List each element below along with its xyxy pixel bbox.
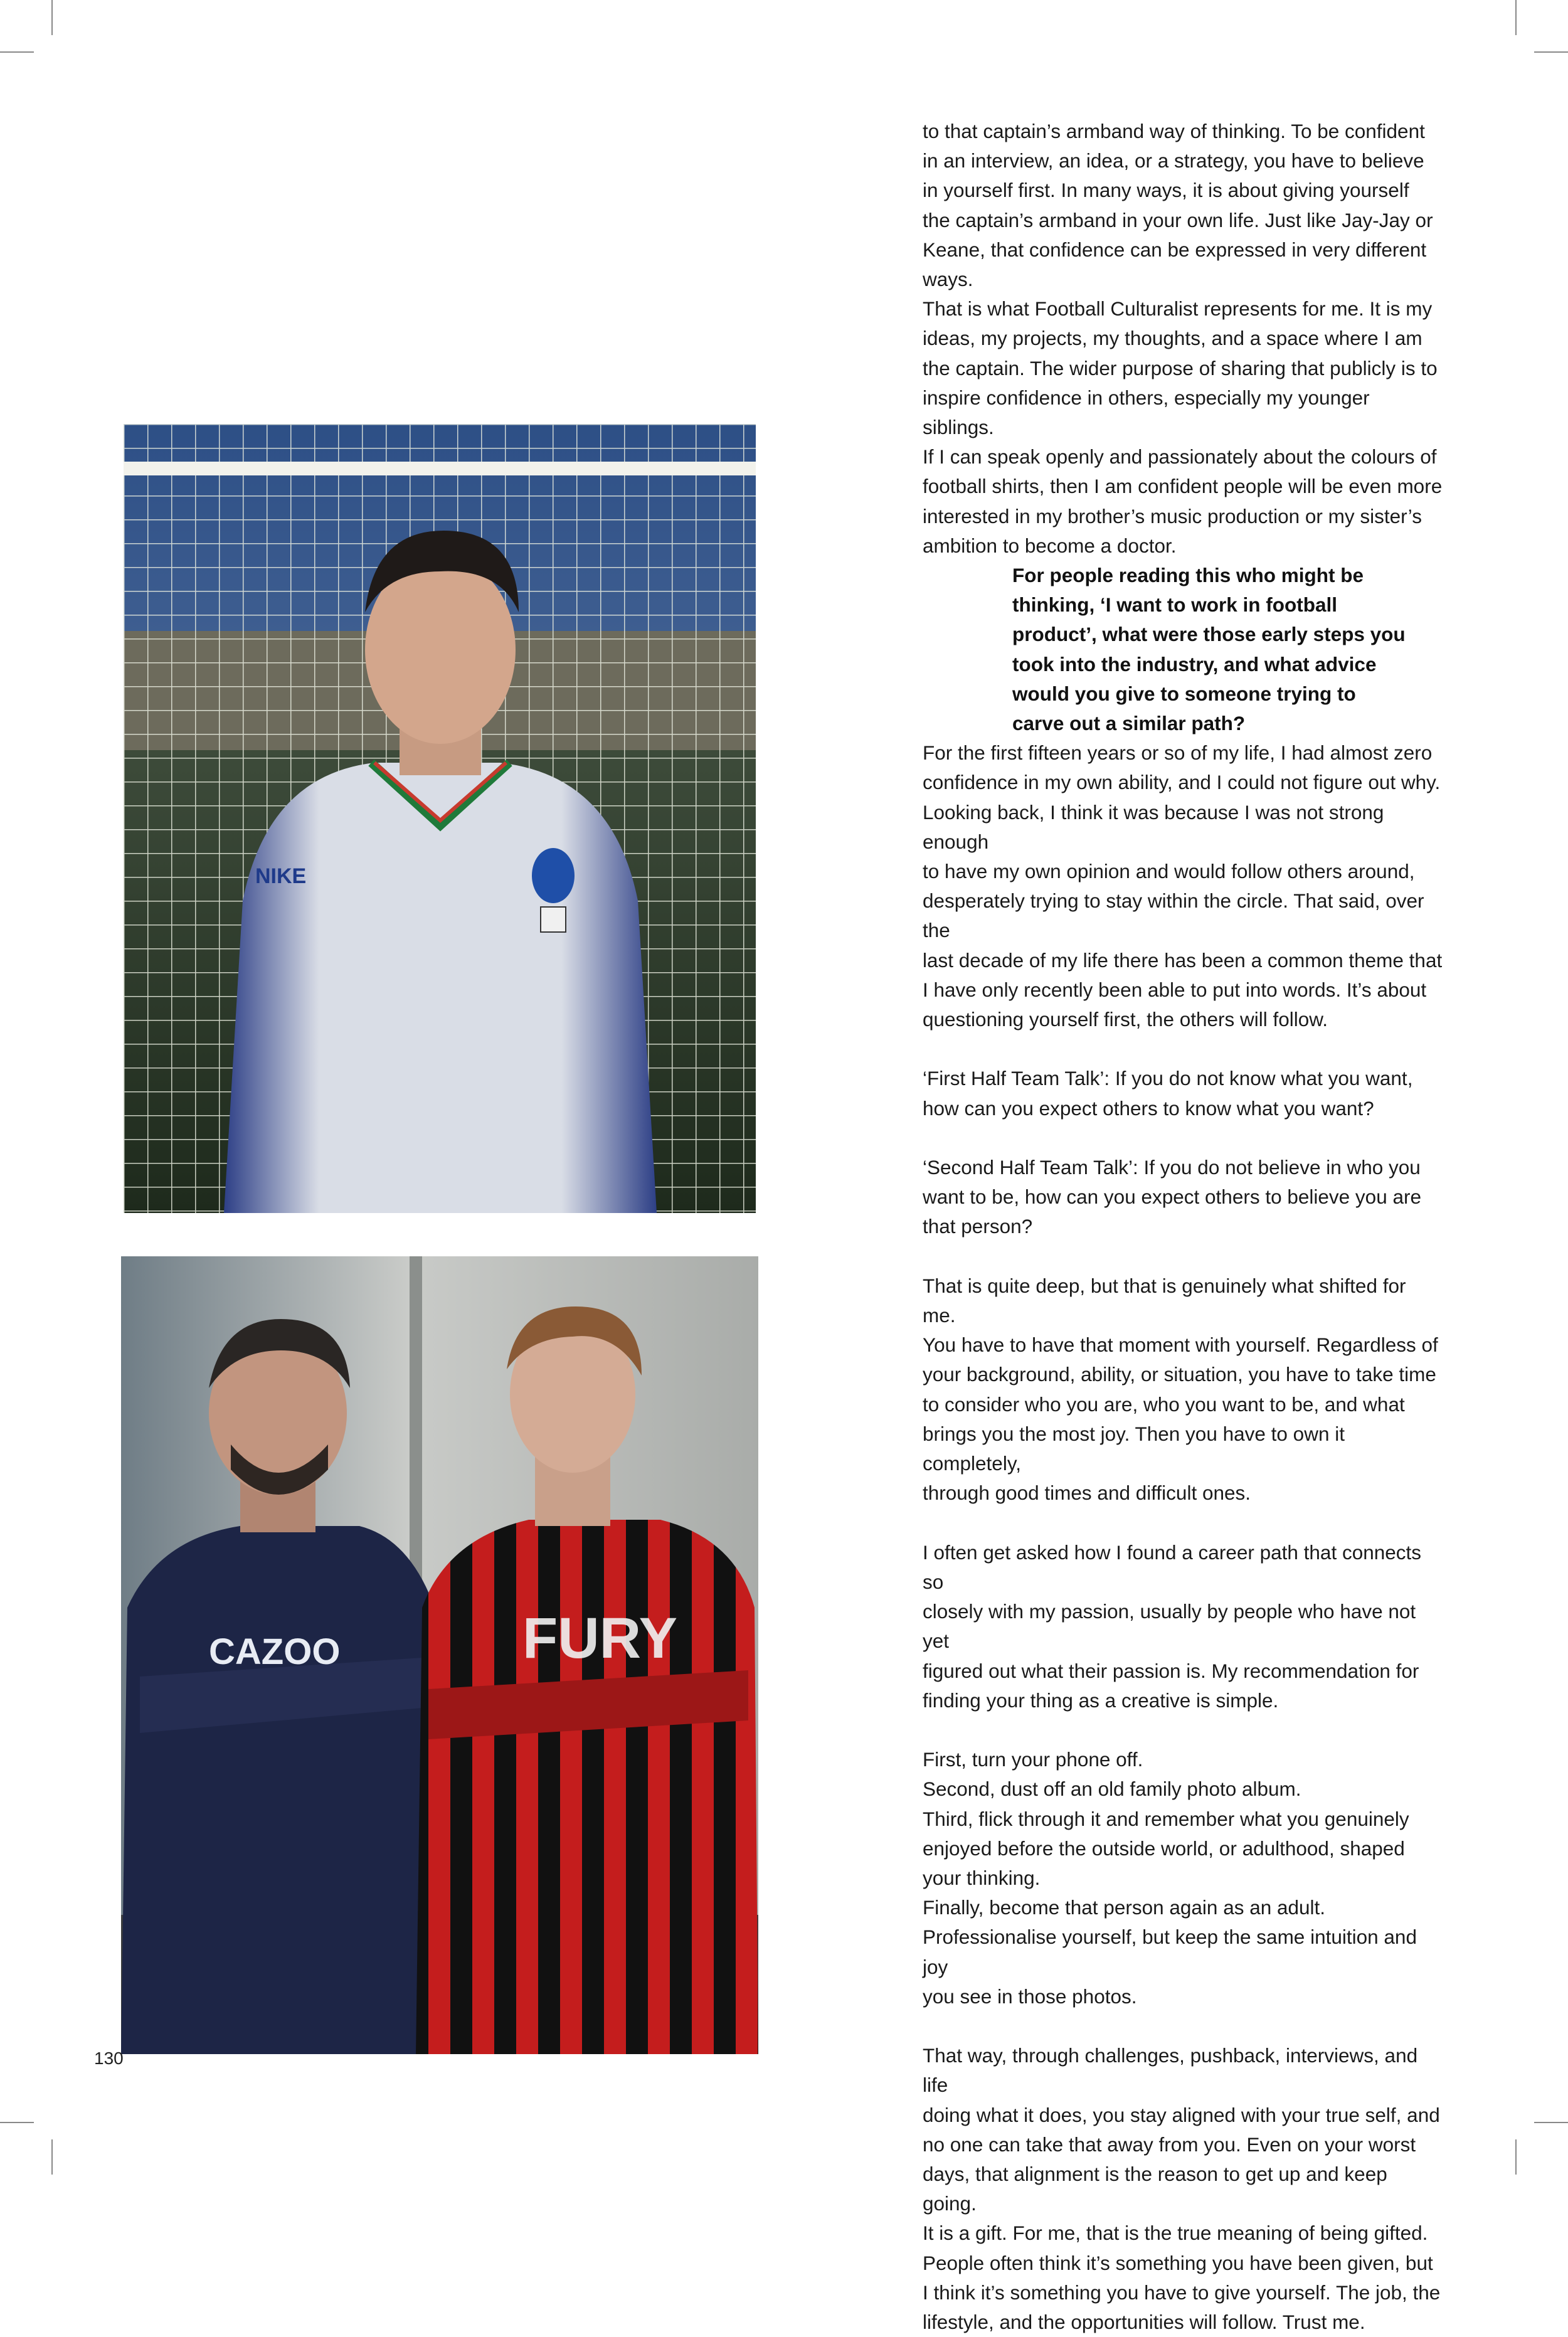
- text-line: enjoyed before the outside world, or adulthood, shaped: [923, 1836, 1405, 1860]
- text-line: I have only recently been able to put into words. It’s about: [923, 978, 1427, 1001]
- article-body: [923, 117, 1443, 2337]
- text-line: That is quite deep, but that is genuinely what shifted for me.: [923, 1274, 1406, 1327]
- text-line: Second, dust off an old family photo album.: [923, 1778, 1301, 1801]
- text-line: closely with my passion, usually by people who have not yet: [923, 1600, 1416, 1653]
- text-line: want to be, how can you expect others to believe you are: [923, 1185, 1421, 1209]
- paragraph-gap: [923, 2011, 1443, 2041]
- text-line: figured out what their passion is. My recommendation for: [923, 1659, 1419, 1682]
- text-line: confidence in my own ability, and I could not figure out why.: [923, 771, 1441, 794]
- question-line: carve out a similar path?: [1012, 712, 1246, 735]
- photo-italia-shirt-image: [124, 424, 756, 1213]
- text-line: First, turn your phone off.: [923, 1748, 1143, 1771]
- text-line: the captain’s armband in your own life. Just like Jay-Jay or: [923, 208, 1433, 231]
- paragraph-gap: [923, 1034, 1443, 1064]
- text-line: I often get asked how I found a career path that connects so: [923, 1540, 1422, 1593]
- text-line: football shirts, then I am confident people will be even more: [923, 475, 1443, 498]
- text-line: your thinking.: [923, 1866, 1041, 1889]
- photo-italia-shirt: [124, 424, 756, 1213]
- text-line: You have to have that moment with yourself. Regardless of: [923, 1333, 1438, 1357]
- text-line: you see in those photos.: [923, 1985, 1137, 2008]
- paragraph-8: [923, 1745, 1443, 2011]
- text-line: ambition to become a doctor.: [923, 534, 1177, 557]
- text-line: the captain. The wider purpose of sharing that publicly is to: [923, 356, 1438, 379]
- paragraph-6: [923, 1271, 1443, 1508]
- paragraph-gap: [923, 1123, 1443, 1153]
- interview-question: [923, 561, 1443, 738]
- text-line: days, that alignment is the reason to get up and keep going.: [923, 2162, 1387, 2215]
- svg-text:FURY: FURY: [522, 1606, 678, 1670]
- text-line: to consider who you are, who you want to be, and what: [923, 1392, 1405, 1416]
- svg-text:CAZOO: CAZOO: [209, 1631, 341, 1672]
- text-line: how can you expect others to know what you want?: [923, 1096, 1374, 1120]
- question-line: product’, what were those early steps you: [1012, 623, 1406, 646]
- crop-mark-top-left-h: [0, 51, 34, 53]
- text-line: desperately trying to stay within the circle. That said, over the: [923, 889, 1424, 942]
- svg-text:NIKE: NIKE: [255, 864, 307, 888]
- text-line: ways.: [923, 268, 973, 291]
- text-line: Professionalise yourself, but keep the same intuition and joy: [923, 1926, 1417, 1978]
- paragraph-gap: [923, 1715, 1443, 1745]
- page-number: 130: [94, 2048, 124, 2068]
- paragraph-3: [923, 738, 1443, 1034]
- text-line: ‘Second Half Team Talk’: If you do not believe in who you: [923, 1156, 1421, 1179]
- text-line: It is a gift. For me, that is the true meaning of being gifted.: [923, 2222, 1428, 2245]
- text-line: to that captain’s armband way of thinking. To be confident: [923, 120, 1425, 142]
- crop-mark-top-left: [51, 0, 53, 35]
- text-line: Finally, become that person again as an adult.: [923, 1896, 1326, 1919]
- text-line: For the first fifteen years or so of my life, I had almost zero: [923, 741, 1433, 765]
- crop-mark-top-right: [1515, 0, 1517, 35]
- text-line: through good times and difficult ones.: [923, 1481, 1251, 1505]
- text-line: That way, through challenges, pushback, interviews, and life: [923, 2044, 1418, 2097]
- text-line: Looking back, I think it was because I was not strong enough: [923, 800, 1384, 853]
- photo-two-men-image: [121, 1256, 758, 2054]
- paragraph-7: [923, 1538, 1443, 1715]
- question-line: thinking, ‘I want to work in football: [1012, 593, 1337, 617]
- crop-mark-bottom-right: [1515, 2139, 1517, 2175]
- text-line: I think it’s something you have to give yourself. The job, the: [923, 2281, 1441, 2304]
- text-line: finding your thing as a creative is simple.: [923, 1688, 1279, 1712]
- paragraph-gap: [923, 1508, 1443, 1538]
- crop-mark-top-right-h: [1534, 51, 1568, 53]
- paragraph-1: [923, 117, 1443, 294]
- text-line: no one can take that away from you. Even on your worst: [923, 2133, 1416, 2156]
- paragraph-9: [923, 2041, 1443, 2337]
- text-line: to have my own opinion and would follow others around,: [923, 860, 1415, 883]
- paragraph-5: [923, 1153, 1443, 1242]
- photo-two-men: [121, 1256, 758, 2054]
- text-line: questioning yourself first, the others will follow.: [923, 1008, 1328, 1031]
- text-line: that person?: [923, 1215, 1033, 1238]
- text-line: ideas, my projects, my thoughts, and a space where I am: [923, 327, 1422, 350]
- text-line: brings you the most joy. Then you have to own it completely,: [923, 1422, 1345, 1475]
- crop-mark-bottom-left: [51, 2139, 53, 2175]
- question-line: For people reading this who might be: [1012, 564, 1364, 587]
- text-line: last decade of my life there has been a common theme that: [923, 948, 1443, 972]
- text-line: doing what it does, you stay aligned with your true self, and: [923, 2103, 1440, 2126]
- text-line: Keane, that confidence can be expressed in very different: [923, 238, 1427, 261]
- text-line: ‘First Half Team Talk’: If you do not know what you want,: [923, 1067, 1413, 1090]
- text-line: lifestyle, and the opportunities will follow. Trust me.: [923, 2310, 1365, 2333]
- paragraph-4: [923, 1064, 1443, 1123]
- paragraph-gap: [923, 1242, 1443, 1271]
- text-line: your background, ability, or situation, you have to take time: [923, 1363, 1436, 1386]
- text-line: If I can speak openly and passionately about the colours of: [923, 445, 1437, 469]
- crop-mark-bottom-right-h: [1534, 2122, 1568, 2123]
- text-line: People often think it’s something you have been given, but: [923, 2251, 1433, 2274]
- text-line: in yourself first. In many ways, it is about giving yourself: [923, 179, 1409, 202]
- crop-mark-bottom-left-h: [0, 2122, 34, 2123]
- text-line: Third, flick through it and remember what you genuinely: [923, 1807, 1409, 1830]
- question-line: would you give to someone trying to: [1012, 682, 1356, 705]
- question-line: took into the industry, and what advice: [1012, 652, 1377, 676]
- text-line: interested in my brother’s music production or my sister’s: [923, 504, 1422, 527]
- text-line: inspire confidence in others, especially my younger siblings.: [923, 386, 1370, 439]
- text-line: in an interview, an idea, or a strategy, you have to believe: [923, 149, 1424, 172]
- paragraph-2: [923, 294, 1443, 561]
- text-line: That is what Football Culturalist represents for me. It is my: [923, 297, 1433, 321]
